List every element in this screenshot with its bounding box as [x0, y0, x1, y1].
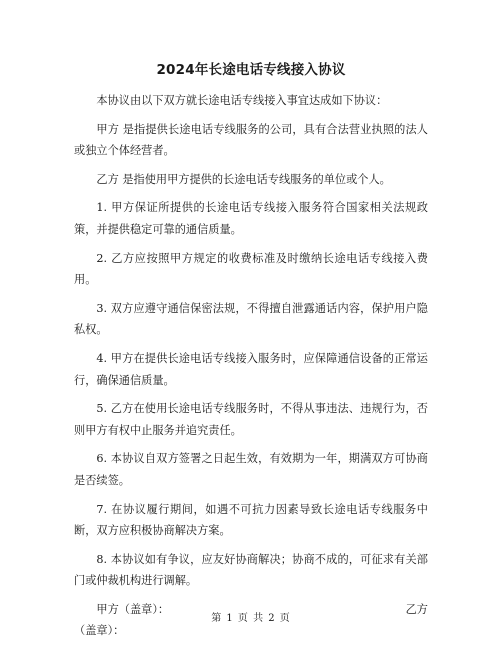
clause-1: 1. 甲方保证所提供的长途电话专线接入服务符合国家相关法规政策，并提供稳定可靠的通信质量。: [74, 201, 428, 236]
clause-5: 5. 乙方在使用长途电话专线服务时，不得从事违法、违规行为，否则甲方有权中止服务并追究责任。: [74, 402, 428, 437]
document-body: [74, 90, 428, 642]
party-a-seal-label: 甲方（盖章）：: [96, 602, 170, 616]
party-b-seal-label-continued: （盖章）：: [74, 624, 125, 638]
clause-6: 6. 本协议自双方签署之日起生效，有效期为一年，期满双方可协商是否续签。: [74, 452, 428, 487]
page-footer: 第 1 页 共 2 页: [211, 613, 291, 624]
paragraph-party-a-definition: 甲方 是指提供长途电话专线服务的公司，具有合法营业执照的法人或独立个体经营者。: [74, 122, 428, 158]
paragraph-party-b-definition: 乙方 是指使用甲方提供的长途电话专线服务的单位或个人。: [96, 172, 391, 186]
clause-3: 3. 双方应遵守通信保密法规，不得擅自泄露通话内容，保护用户隐私权。: [74, 301, 428, 337]
clause-2: 2. 乙方应按照甲方规定的收费标准及时缴纳长途电话专线接入费用。: [74, 251, 428, 287]
party-b-seal-label: 乙方: [405, 602, 428, 616]
clause-8: 8. 本协议如有争议，应友好协商解决；协商不成的，可征求有关部门或仲裁机构进行调解。: [74, 552, 428, 588]
document-title: 2024年长途电话专线接入协议: [156, 62, 346, 78]
paragraph-intro: 本协议由以下双方就长途电话专线接入事宜达成如下协议：: [96, 94, 388, 107]
clause-7: 7. 在协议履行期间，如遇不可抗力因素导致长途电话专线服务中断，双方应积极协商解决方案。: [74, 502, 428, 538]
clause-4: 4. 甲方在提供长途电话专线接入服务时，应保障通信设备的正常运行，确保通信质量。: [74, 351, 428, 387]
